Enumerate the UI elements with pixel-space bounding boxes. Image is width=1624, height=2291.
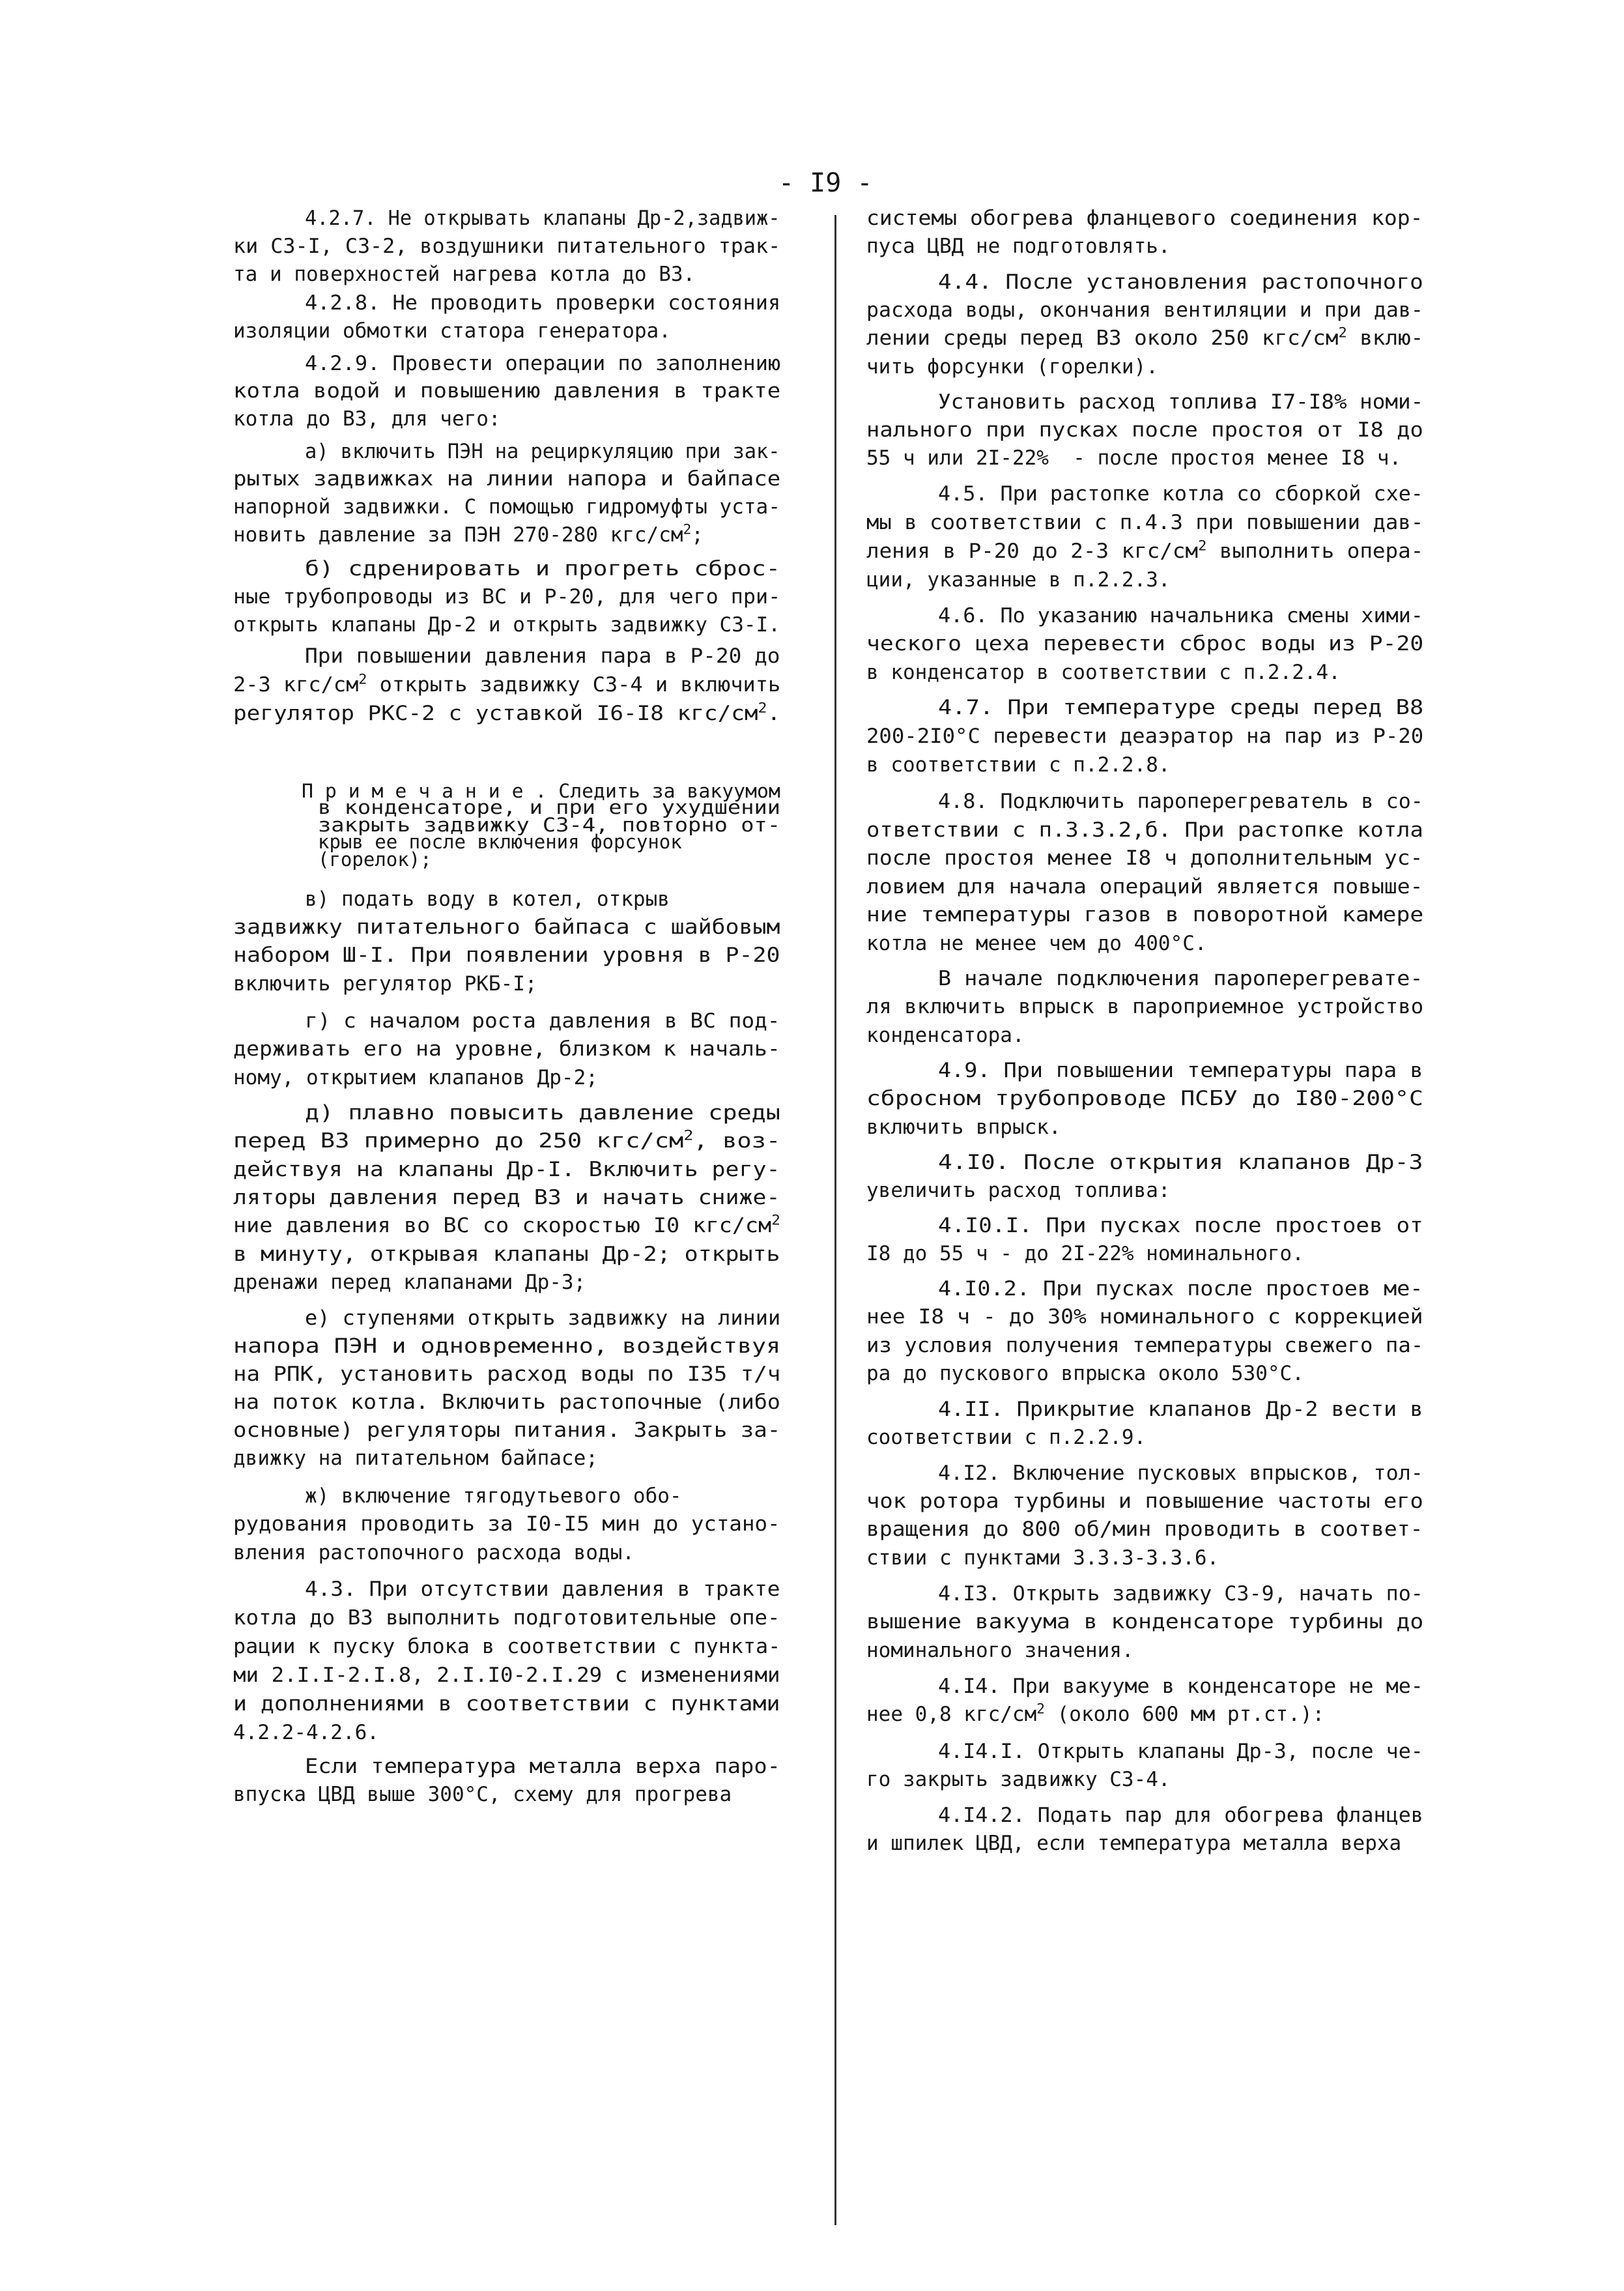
right-line: включить впрыск. — [866, 1116, 1061, 1139]
left-line: 4.2.8. Не проводить проверки состояния — [305, 291, 781, 315]
right-line: 4.6. По указанию начальника смены хими- — [938, 604, 1423, 627]
right-line: ра до пускового впрыска около 530°С. — [866, 1362, 1304, 1385]
right-line: ления в Р-20 до 2-3 кгс/$см^2$ выполнить опера- — [866, 538, 1424, 563]
right-line: конденсатора. — [866, 1024, 1025, 1047]
right-line: ля включить впрыск в пароприемное устройство — [866, 995, 1424, 1018]
right-line: чить форсунки (горелки). — [866, 355, 1158, 379]
right-line: номинального значения. — [866, 1639, 1134, 1662]
left-line: ные трубопроводы из ВС и Р-20, для чего при- — [233, 585, 781, 609]
left-line: закрыть задвижку СЗ-4, повторно от- — [318, 814, 781, 836]
left-line: ж) включение тягодутьевого обо- — [305, 1484, 682, 1508]
left-line: е) ступенями открыть задвижку на линии — [305, 1306, 781, 1330]
left-line: ляторы давления перед ВЗ и начать сниже- — [233, 1186, 780, 1209]
right-line: 4.5. При растопке котла со сборкой схе- — [938, 482, 1423, 506]
left-line: впуска ЦВД выше 300°С, схему для прогрева — [233, 1783, 732, 1806]
left-line: 2-3 кгс/$см^2$ открыть задвижку СЗ-4 и включить — [233, 671, 781, 697]
left-line: 4.3. При отсутствии давления в тракте — [305, 1578, 780, 1601]
right-line: расхода воды, окончания вентиляции и при дав- — [866, 298, 1423, 322]
left-line: При повышении давления пара в Р-20 до — [305, 644, 780, 668]
right-line: 4.I2. Включение пусковых впрысков, тол- — [938, 1462, 1423, 1485]
left-line: и дополнениями в соответствии с пунктами — [233, 1692, 780, 1716]
right-line: ловием для начала операций является повыше- — [866, 875, 1423, 899]
left-line: рытых задвижках на линии напора и байпасе — [233, 467, 781, 491]
left-line: котла до ВЗ, для чего: — [233, 407, 501, 431]
left-line: ки СЗ-I, СЗ-2, воздушники питательного трак- — [233, 235, 781, 258]
page-number: - I9 - — [778, 168, 873, 198]
right-line: вышение вакуума в конденсаторе турбины до — [866, 1610, 1424, 1634]
left-line: регулятор РКС-2 с уставкой I6-I8 кгс/$см^2$. — [233, 700, 781, 725]
right-line: в соответствии с п.2.2.8. — [866, 753, 1171, 777]
left-line: задвижку питательного байпаса с шайбовым — [233, 915, 780, 939]
left-line: в конденсаторе, и при его ухудшении — [318, 796, 781, 818]
left-line: держивать его на уровне, близком к началь- — [233, 1037, 780, 1061]
left-line: напорной задвижки. С помощью гидромуфты уста- — [233, 495, 780, 519]
left-line: вления растопочного расхода воды. — [233, 1541, 634, 1564]
left-line: ние давления во ВС со скоростью I0 кгс/$см^2$ — [233, 1212, 780, 1237]
left-line: крыв ее после включения форсунок — [318, 831, 682, 853]
right-line: 55 ч или 2I-22% - после простоя менее I8 ч. — [866, 446, 1402, 470]
right-line: 4.I0.2. При пусках после простоев ме- — [938, 1277, 1423, 1301]
left-line: рудования проводить за I0-I5 мин до устано- — [233, 1512, 780, 1536]
right-line: лении среды перед ВЗ около 250 кгс/$см^2$ вклю- — [866, 324, 1424, 350]
left-line: та и поверхностей нагрева котла до ВЗ. — [233, 263, 696, 286]
right-line: чок ротора турбины и повышение частоты его — [866, 1490, 1423, 1513]
right-line: Установить расход топлива I7-I8% номи- — [938, 390, 1424, 414]
right-line: 4.I3. Открыть задвижку СЗ-9, начать по- — [938, 1582, 1423, 1606]
right-line: ческого цеха перевести сброс воды из Р-20 — [866, 632, 1424, 656]
left-line: 4.2.7. Не открывать клапаны Др-2,задвиж- — [305, 207, 780, 230]
left-line: на поток котла. Включить растопочные (либо — [233, 1390, 780, 1414]
right-line: системы обогрева фланцевого соединения кор- — [866, 207, 1423, 230]
right-line: го закрыть задвижку СЗ-4. — [866, 1768, 1171, 1791]
right-line: мы в соответствии с п.4.3 при повышении дав- — [866, 511, 1424, 534]
right-line: 4.7. При температуре среды перед В8 — [938, 696, 1424, 719]
right-line: нее 0,8 кгс/$см^2$ (около 600 мм рт.ст.): — [866, 1701, 1325, 1726]
left-line: основные) регуляторы питания. Закрыть за- — [233, 1419, 781, 1442]
left-line: г) с началом роста давления в ВС под- — [305, 1009, 780, 1033]
right-line: 4.I4.I. Открыть клапаны Др-3, после че- — [938, 1740, 1423, 1763]
right-line: нального при пусках после простоя от I8 до — [866, 418, 1423, 442]
right-line: и шпилек ЦВД, если температура металла верха — [866, 1832, 1402, 1855]
left-line: 4.2.2-4.2.6. — [233, 1721, 379, 1744]
left-line: открыть клапаны Др-2 и открыть задвижку СЗ-I. — [233, 613, 780, 637]
left-line: П р и м е ч а н и е . Следить за вакуумом — [302, 780, 780, 802]
left-line: новить давление за ПЭН 270-280 кгс/$см^2$; — [233, 521, 704, 547]
left-line: дренажи перед клапанами Др-3; — [233, 1271, 586, 1294]
right-line: 4.I4.2. Подать пар для обогрева фланцев — [938, 1804, 1423, 1827]
left-line: котла до ВЗ выполнить подготовительные опе- — [233, 1606, 780, 1630]
column-divider — [834, 215, 836, 2225]
left-line: напора ПЭН и одновременно, воздействуя — [233, 1334, 781, 1358]
right-line: котла не менее чем до 400°С. — [866, 932, 1207, 955]
left-line: Если температура металла верха паро- — [305, 1755, 780, 1778]
right-line: 4.4. После установления растопочного — [938, 270, 1423, 294]
right-line: ствии с пунктами 3.3.3-3.3.6. — [866, 1546, 1219, 1570]
right-line: 4.I0.I. При пусках после простоев от — [938, 1214, 1423, 1237]
left-line: ному, открытием клапанов Др-2; — [233, 1066, 598, 1089]
left-line: в) подать воду в котел, открыв — [305, 887, 670, 911]
right-line: из условия получения температуры свежего па- — [866, 1334, 1424, 1357]
left-line: перед ВЗ примерно до 250 кгс/$см^2$, воз- — [233, 1127, 781, 1153]
left-line: на РПК, установить расход воды по I35 т/ч — [233, 1362, 781, 1386]
right-line: в конденсатор в соответствии с п.2.2.4. — [866, 661, 1341, 684]
right-line: 200-2I0°С перевести деаэратор на пар из Р-20 — [866, 725, 1424, 748]
right-line: пуса ЦВД не подготовлять. — [866, 235, 1171, 258]
left-line: ми 2.I.I-2.I.8, 2.I.I0-2.I.29 с изменениями — [233, 1664, 780, 1687]
right-line: нее I8 ч - до 30% номинального с коррекцией — [866, 1305, 1423, 1329]
left-line: а) включить ПЭН на рециркуляцию при зак- — [305, 440, 780, 463]
right-line: 4.I0. После открытия клапанов Др-3 — [938, 1151, 1423, 1174]
right-line: 4.II. Прикрытие клапанов Др-2 вести в — [938, 1398, 1423, 1421]
left-line: 4.2.9. Провести операции по заполнению — [305, 352, 781, 375]
left-line: включить регулятор РКБ-I; — [233, 972, 537, 996]
right-line: В начале подключения пароперегревате- — [938, 967, 1423, 990]
left-line: д) плавно повысить давление среды — [305, 1101, 780, 1125]
left-line: набором Ш-I. При появлении уровня в Р-20 — [233, 944, 780, 967]
right-line: 4.8. Подключить пароперегреватель в со- — [938, 790, 1423, 813]
right-line: I8 до 55 ч - до 2I-22% номинального. — [866, 1242, 1304, 1265]
right-line: 4.I4. При вакууме в конденсаторе не ме- — [938, 1675, 1423, 1698]
left-line: в минуту, открывая клапаны Др-2; открыть — [233, 1243, 780, 1266]
right-line: сбросном трубопроводе ПСБУ до I80-200°С — [866, 1087, 1423, 1110]
right-line: ции, указанные в п.2.2.3. — [866, 568, 1171, 592]
left-line: котла водой и повышению давления в тракте — [233, 379, 781, 403]
right-line: ответствии с п.3.3.2,б. При растопке котла — [866, 818, 1423, 842]
left-line: изоляции обмотки статора генератора. — [233, 319, 671, 343]
right-line: вращения до 800 об/мин проводить в соответ- — [866, 1518, 1423, 1541]
left-line: (горелок); — [318, 848, 432, 871]
right-line: 4.9. При повышении температуры пара в — [938, 1059, 1423, 1082]
right-line: ние температуры газов в поворотной камере — [866, 903, 1424, 927]
right-line: соответствии с п.2.2.9. — [866, 1426, 1147, 1449]
left-line: действуя на клапаны Др-I. Включить регу- — [233, 1158, 780, 1181]
left-line: движку на питательном байпасе; — [233, 1447, 598, 1470]
left-line: рации к пуску блока в соответствии с пункта- — [233, 1635, 781, 1658]
left-line: б) сдренировать и прогреть сброс- — [305, 557, 780, 581]
right-line: увеличить расход топлива: — [866, 1179, 1171, 1202]
right-line: после простоя менее I8 ч дополнительным ус- — [866, 846, 1423, 870]
